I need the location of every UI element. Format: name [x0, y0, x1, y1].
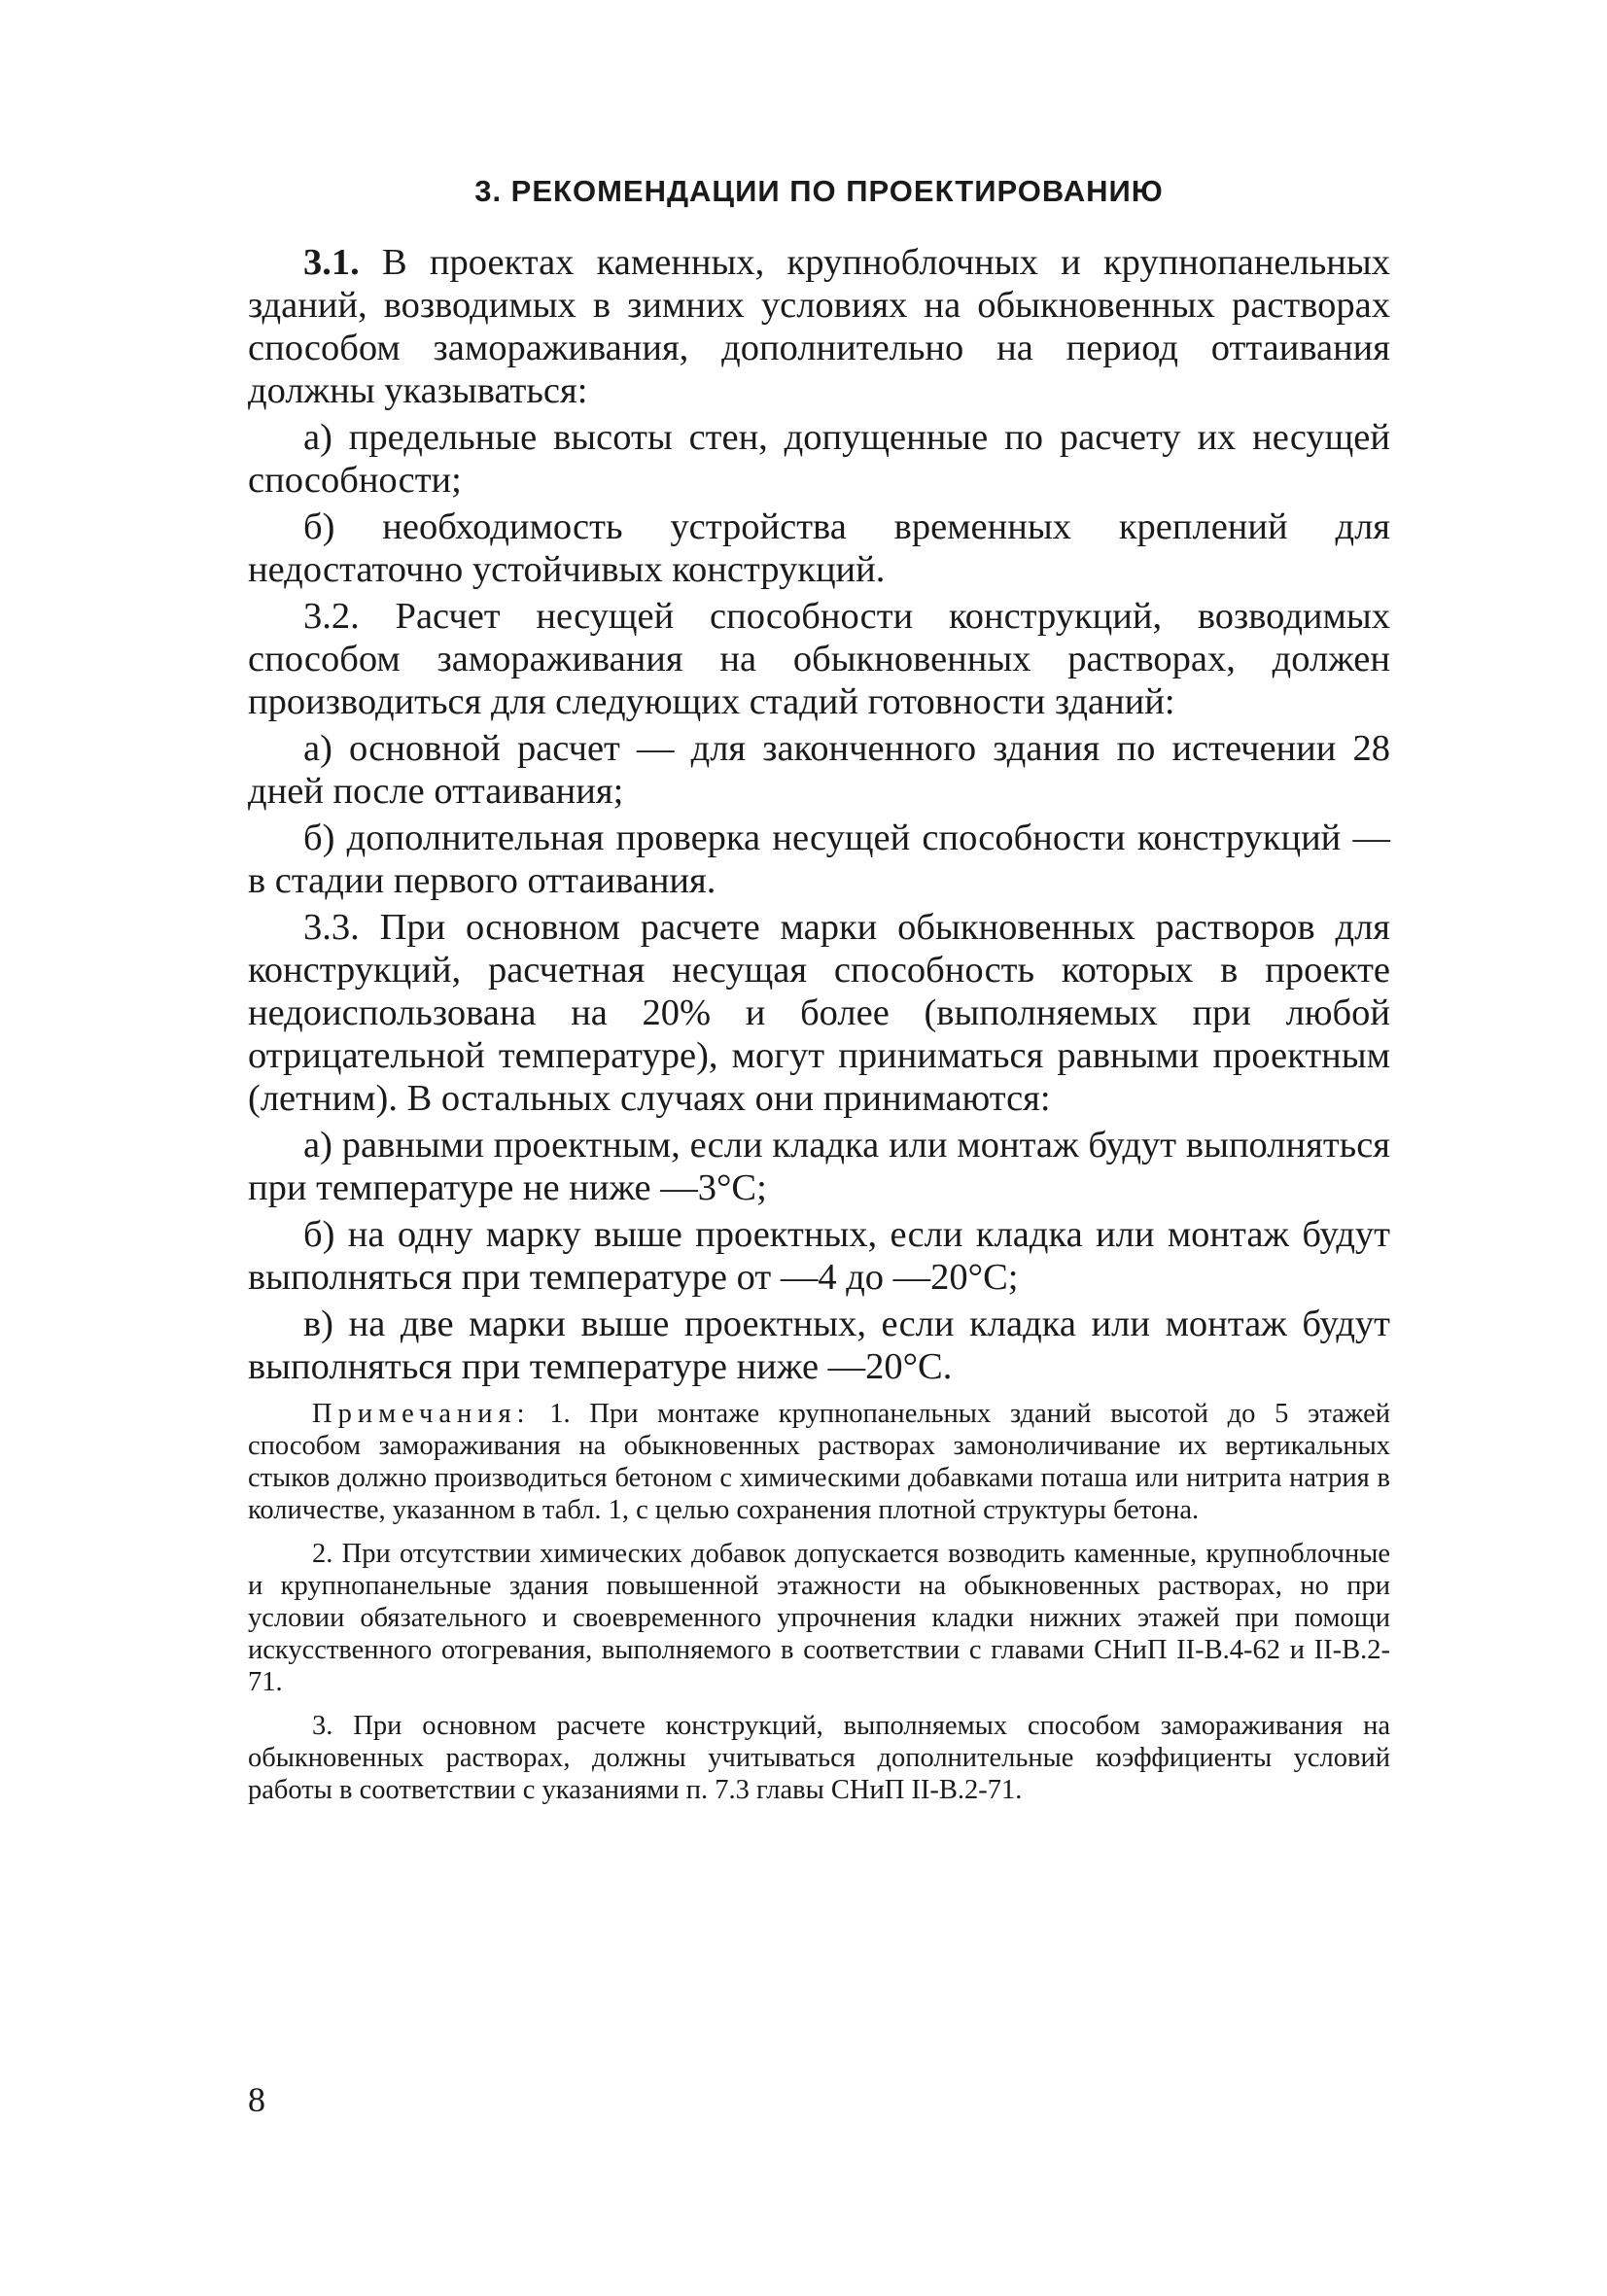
item-3-3-b: б) на одну марку выше проектных, если кладка или монтаж будут выполняться при температуре от —4 до —20°С; — [248, 1214, 1390, 1298]
section-number-3-1: 3.1. — [303, 242, 360, 283]
item-3-1-a: а) предельные высоты стен, допущенные по расчету их несущей способности; — [248, 417, 1390, 501]
item-3-3-c: в) на две марки выше проектных, если кладка или монтаж будут выполняться при температуре ниже —20°С. — [248, 1304, 1390, 1387]
notes-block — [248, 1398, 1390, 1806]
item-3-2-a: а) основной расчет — для законченного здания по истечении 28 дней после оттаивания; — [248, 728, 1390, 812]
item-3-1-b: б) необходимость устройства временных креплений для недостаточно устойчивых конструкций. — [248, 506, 1390, 590]
item-3-3-a: а) равными проектным, если кладка или монтаж будут выполняться при температуре не ниже —3°С; — [248, 1125, 1390, 1208]
note-1-text: 1. При монтаже крупнопанельных зданий высотой до 5 этажей способом замораживания на обыкновенных растворах замоноличивание их вертикальных стыков должно производиться бетоном с химическими добавками поташа или нитрита натрия в количестве, указанном в табл. 1, с целью сохранения плотной структуры бетона. — [248, 1399, 1390, 1525]
note-1 — [248, 1398, 1390, 1526]
note-2: 2. При отсутствии химических добавок допускается возводить каменные, крупноблочные и крупнопанельные здания повышенной этажности на обыкновенных растворах, но при условии обязательного и своевременного упрочнения кладки нижних этажей при помощи искусственного отогревания, выполняемого в соответствии с главами СНиП II-В.4-62 и II-В.2-71. — [248, 1539, 1390, 1697]
paragraph-3-3: 3.3. При основном расчете марки обыкновенных растворов для конструкций, расчетная несущая способность которых в проекте недоиспользована на 20% и более (выполняемых при любой отрицательной температуре), могут приниматься равными проектным (летним). В остальных случаях они принимаются: — [248, 907, 1390, 1119]
page-number: 8 — [248, 2080, 265, 2119]
paragraph-3-2: 3.2. Расчет несущей способности конструкций, возводимых способом замораживания на обыкновенных растворах, должен производиться для следующих стадий готовности зданий: — [248, 596, 1390, 722]
notes-label: Примечания: — [312, 1399, 531, 1429]
note-3: 3. При основном расчете конструкций, выполняемых способом замораживания на обыкновенных растворах, должны учитываться дополнительные коэффициенты условий работы в соответствии с указаниями п. 7.3 главы СНиП II-В.2-71. — [248, 1711, 1390, 1805]
section-heading: 3. РЕКОМЕНДАЦИИ ПО ПРОЕКТИРОВАНИЮ — [474, 174, 1164, 208]
document-page — [248, 163, 1390, 1818]
main-text — [248, 241, 1390, 1388]
paragraph-3-1-text: В проектах каменных, крупноблочных и крупнопанельных зданий, возводимых в зимних условиях на обыкновенных растворах способом замораживания, дополнительно на период оттаивания должны указываться: — [248, 242, 1390, 411]
paragraph-3-1 — [248, 241, 1390, 412]
item-3-2-b: б) дополнительная проверка несущей способности конструкций — в стадии первого оттаивания. — [248, 818, 1390, 901]
